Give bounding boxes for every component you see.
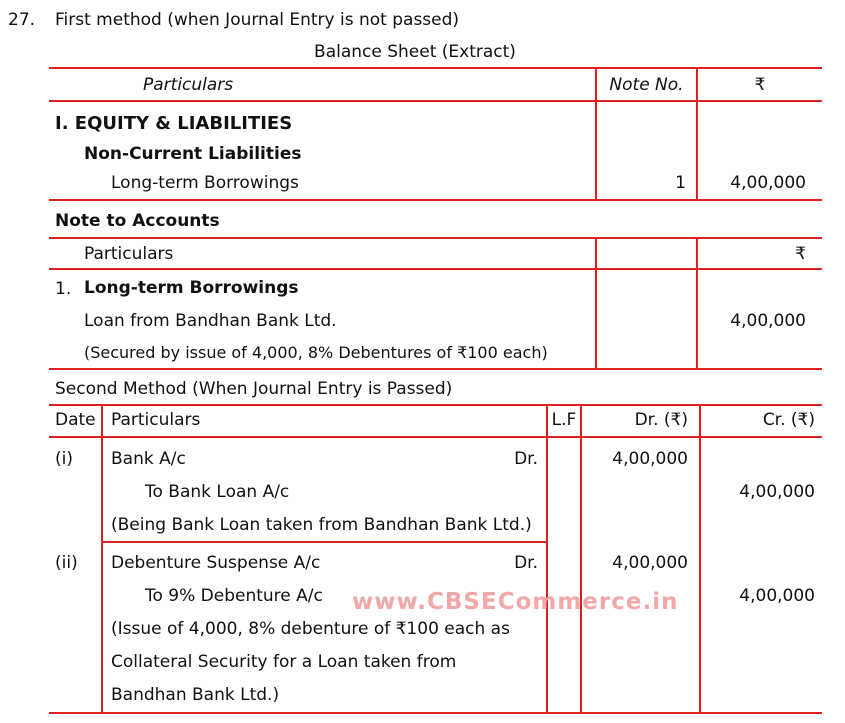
entry-separator <box>101 541 548 543</box>
entry-credit-account: To Bank Loan A/c <box>145 482 290 502</box>
rule <box>49 712 822 714</box>
notes-header-particulars: Particulars <box>84 244 174 264</box>
bs-subsection: Non-Current Liabilities <box>84 144 302 164</box>
bs-header-amount: ₹ <box>754 75 766 95</box>
second-method-heading: Second Method (When Journal Entry is Passed) <box>55 379 453 399</box>
journal-header-date: Date <box>55 410 96 430</box>
entry-dr-amount: 4,00,000 <box>612 449 688 469</box>
entry-date: (ii) <box>55 553 78 573</box>
bs-item-amount: 4,00,000 <box>730 173 806 193</box>
entry-dr-label: Dr. <box>514 553 538 573</box>
notes-item-number: 1. <box>55 279 72 299</box>
journal-header-dr: Dr. (₹) <box>634 410 688 430</box>
column-divider <box>101 404 103 714</box>
first-method-heading: First method (when Journal Entry is not passed) <box>55 10 460 30</box>
entry-credit-account: To 9% Debenture A/c <box>145 586 323 606</box>
bs-section: I. EQUITY & LIABILITIES <box>55 113 293 134</box>
entry-debit-account: Debenture Suspense A/c <box>111 553 321 573</box>
rule <box>49 100 822 102</box>
entry-debit-account: Bank A/c <box>111 449 186 469</box>
rule <box>49 237 822 239</box>
notes-header-amount: ₹ <box>795 244 806 264</box>
notes-line-2: (Secured by issue of 4,000, 8% Debentures of ₹100 each) <box>84 343 548 362</box>
watermark: www.CBSECommerce.in <box>352 589 679 615</box>
bs-item-note: 1 <box>675 173 686 193</box>
entry-dr-label: Dr. <box>514 449 538 469</box>
journal-header-lf: L.F <box>551 410 577 430</box>
notes-item-title: Long-term Borrowings <box>84 278 299 298</box>
rule <box>49 199 822 201</box>
entry-dr-amount: 4,00,000 <box>612 553 688 573</box>
rule <box>49 404 822 406</box>
entry-cr-amount: 4,00,000 <box>739 586 815 606</box>
entry-narration: Collateral Security for a Loan taken from <box>111 652 457 672</box>
rule <box>49 268 822 270</box>
column-divider <box>595 237 597 369</box>
entry-narration: Bandhan Bank Ltd.) <box>111 685 280 705</box>
column-divider <box>696 237 698 369</box>
rule <box>49 368 822 370</box>
entry-date: (i) <box>55 449 73 469</box>
column-divider <box>546 404 548 714</box>
journal-header-cr: Cr. (₹) <box>762 410 815 430</box>
notes-amount: 4,00,000 <box>730 311 806 331</box>
balance-sheet-title: Balance Sheet (Extract) <box>314 42 516 62</box>
bs-header-particulars: Particulars <box>143 75 234 95</box>
notes-line-1: Loan from Bandhan Bank Ltd. <box>84 311 337 331</box>
bs-header-note: Note No. <box>609 75 684 95</box>
rule <box>49 67 822 69</box>
column-divider <box>699 404 701 714</box>
entry-narration: (Issue of 4,000, 8% debenture of ₹100 each as <box>111 619 510 639</box>
rule <box>49 436 822 438</box>
entry-narration: (Being Bank Loan taken from Bandhan Bank Ltd.) <box>111 515 532 535</box>
journal-header-particulars: Particulars <box>111 410 201 430</box>
question-number: 27. <box>8 10 36 30</box>
notes-heading: Note to Accounts <box>55 211 220 231</box>
entry-cr-amount: 4,00,000 <box>739 482 815 502</box>
bs-item-label: Long-term Borrowings <box>111 173 299 193</box>
